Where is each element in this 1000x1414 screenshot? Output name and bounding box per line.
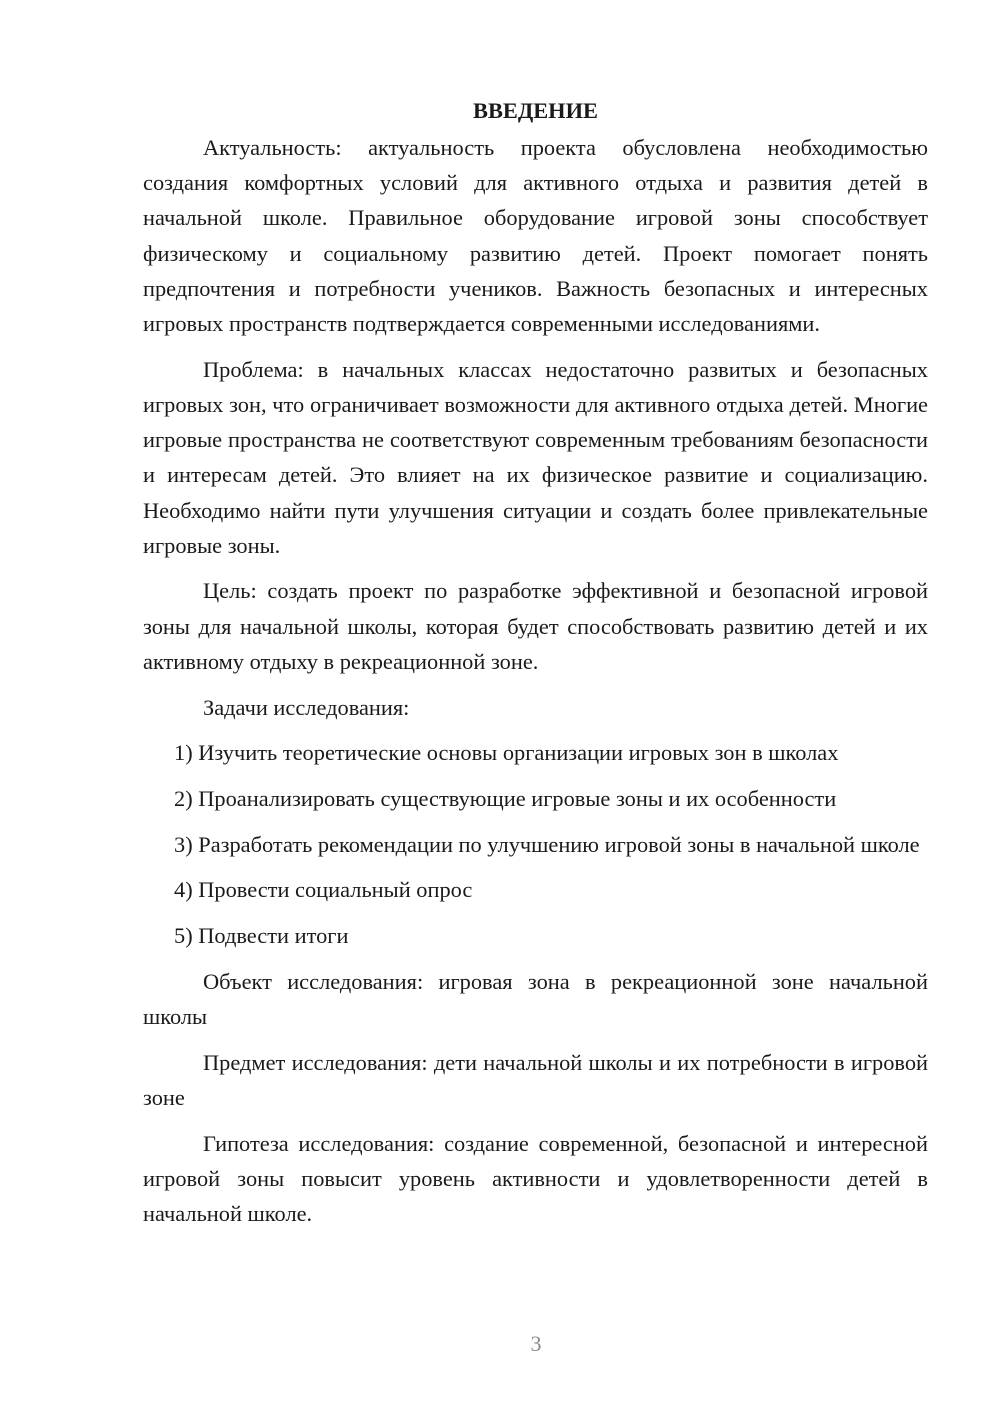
page-title: ВВЕДЕНИЕ (473, 98, 598, 123)
tasks-heading: Задачи исследования: (203, 694, 410, 720)
task-item: 2) Проанализировать существующие игровые зоны и их особенности (174, 785, 837, 811)
task-item: 3) Разработать рекомендации по улучшению игровой зоны в начальной школе (174, 831, 920, 857)
problem-paragraph: Проблема: в начальных классах недостаточно развитых и безопасных игровых зон, что ограничивает возможности для активного отдыха детей. Многие игровые пространства не соответствуют современным требованиям безопасности и интересам детей. Это влияет на их физическое развитие и социализацию. Необходимо найти пути улучшения ситуации и создать более привлекательные игровые зоны. (143, 356, 928, 558)
hypothesis-paragraph: Гипотеза исследования: создание современной, безопасной и интересной игровой зоны повысит уровень активности и удовлетворенности детей в начальной школе. (143, 1130, 928, 1226)
document-page (143, 95, 928, 1242)
task-item: 4) Провести социальный опрос (174, 877, 473, 903)
subject-paragraph: Предмет исследования: дети начальной школы и их потребности в игровой зоне (143, 1049, 928, 1110)
object-paragraph: Объект исследования: игровая зона в рекреационной зоне начальной школы (143, 968, 928, 1029)
goal-paragraph: Цель: создать проект по разработке эффективной и безопасной игровой зоны для начальной школы, которая будет способствовать развитию детей и их активному отдыху в рекреационной зоне. (143, 578, 928, 674)
relevance-paragraph: Актуальность: актуальность проекта обусловлена необходимостью создания комфортных условий для активного отдыха и развития детей в начальной школе. Правильное оборудование игровой зоны способствует физическому и социальному развитию детей. Проект помогает понять предпочтения и потребности учеников. Важность безопасных и интересных игровых пространств подтверждается современными исследованиями. (143, 135, 928, 337)
task-item: 1) Изучить теоретические основы организации игровых зон в школах (174, 740, 839, 766)
task-item: 5) Подвести итоги (174, 923, 349, 949)
page-number: 3 (530, 1331, 542, 1356)
